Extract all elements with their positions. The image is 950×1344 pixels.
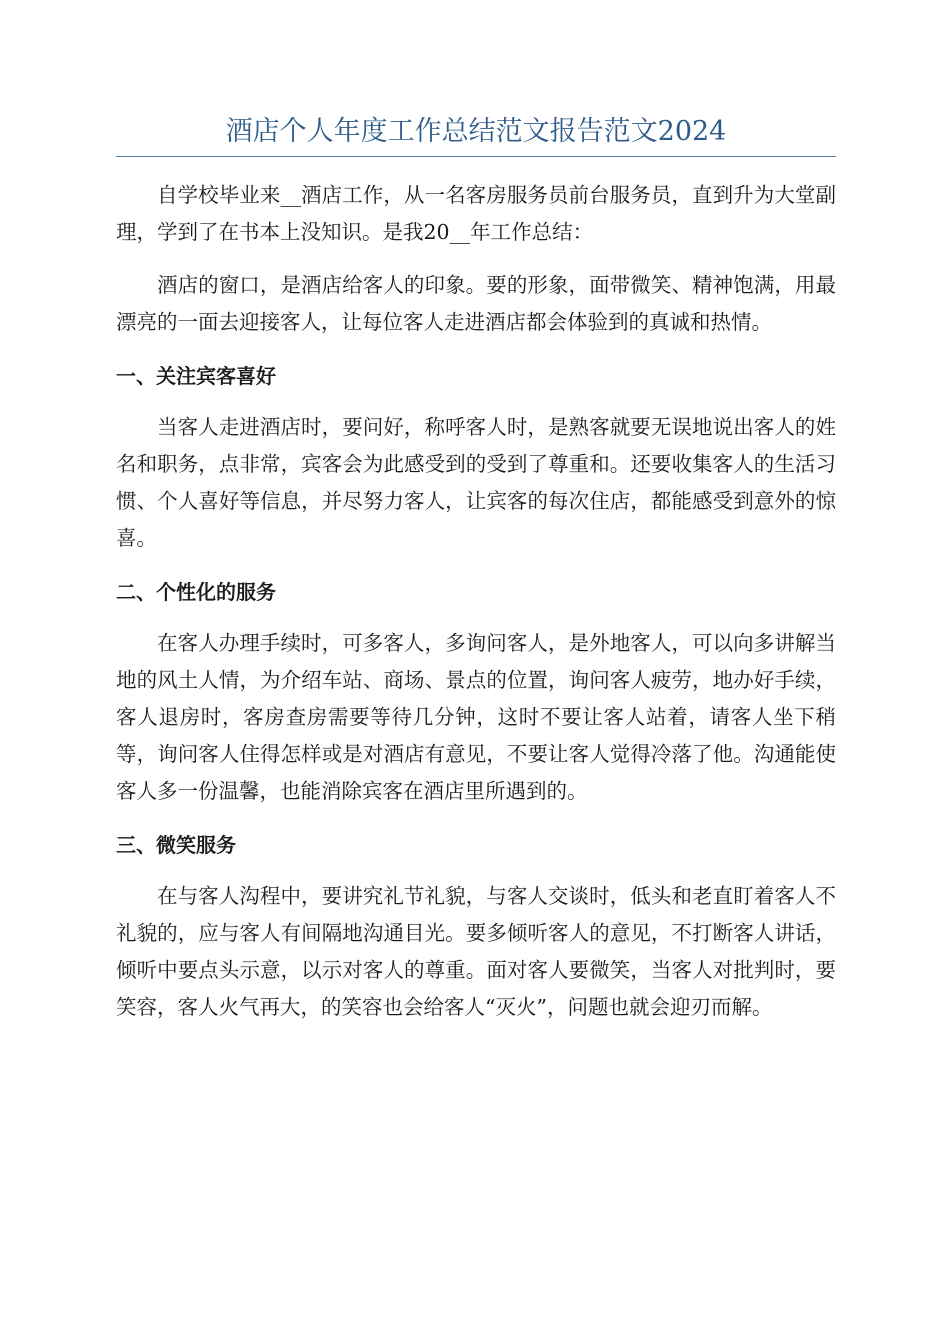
document-title: 酒店个人年度工作总结范文报告范文2024 [116,112,836,157]
document-page [116,112,836,1026]
intro-paragraph-1: 自学校毕业来__酒店工作，从一名客房服务员前台服务员，直到升为大堂副理，学到了在书本上没知识。是我20__年工作总结： [116,183,836,244]
section-heading-2: 二、个性化的服务 [116,580,276,604]
section-paragraph-3: 在与客人沟程中，要讲究礼节礼貌，与客人交谈时，低头和老直盯着客人不礼貌的，应与客人有间隔地沟通目光。要多倾听客人的意见，不打断客人讲话，倾听中要点头示意，以示对客人的尊重。面对客人要微笑，当客人对批判时，要笑容，客人火气再大，的笑容也会给客人“灭火”，问题也就会迎刃而解。 [116,884,836,1019]
section-heading-3: 三、微笑服务 [116,833,236,857]
intro-paragraph-2: 酒店的窗口，是酒店给客人的印象。要的形象，面带微笑、精神饱满，用最漂亮的一面去迎接客人，让每位客人走进酒店都会体验到的真诚和热情。 [116,273,836,334]
section-paragraph-1: 当客人走进酒店时，要问好，称呼客人时，是熟客就要无误地说出客人的姓名和职务，点非常，宾客会为此感受到的受到了尊重和。还要收集客人的生活习惯、个人喜好等信息，并尽努力客人，让宾客的每次住店，都能感受到意外的惊喜。 [116,415,836,550]
section-paragraph-2: 在客人办理手续时，可多客人，多询问客人，是外地客人，可以向多讲解当地的风土人情，为介绍车站、商场、景点的位置，询问客人疲劳，地办好手续，客人退房时，客房查房需要等待几分钟，这时不要让客人站着，请客人坐下稍等，询问客人住得怎样或是对酒店有意见，不要让客人觉得冷落了他。沟通能使客人多一份温馨，也能消除宾客在酒店里所遇到的。 [116,631,836,803]
section-heading-1: 一、关注宾客喜好 [116,364,276,388]
